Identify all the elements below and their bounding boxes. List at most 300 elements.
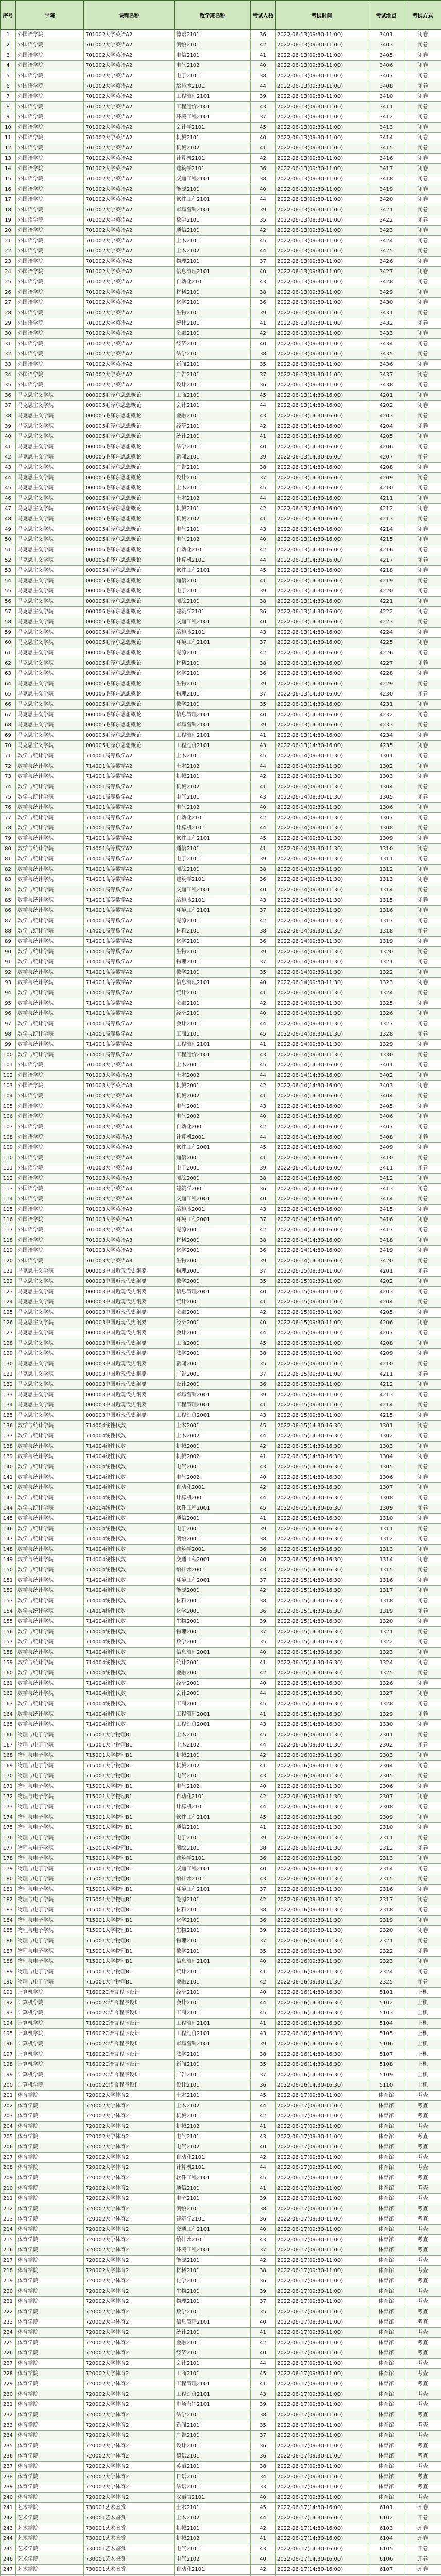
cell-count: 38 [251, 926, 276, 937]
cell-mode: 考查 [404, 2307, 441, 2317]
cell-college: 外国语学院 [16, 1194, 84, 1205]
cell-college: 数学与统计学院 [16, 947, 84, 957]
cell-mode: 闭卷 [404, 246, 441, 257]
cell-course: 000003中国近现代史纲要 [84, 1400, 175, 1411]
table-row [1, 2389, 441, 2400]
cell-course: 714001高等数学A2 [84, 998, 175, 1009]
cell-time: 2022-06-14(09:30-11:30) [276, 834, 368, 844]
cell-no: 119 [1, 1246, 16, 1256]
cell-no: 246 [1, 2554, 16, 2565]
cell-no: 30 [1, 329, 16, 339]
cell-mode: 开卷 [404, 2513, 441, 2523]
cell-no: 75 [1, 792, 16, 803]
cell-count: 42 [251, 154, 276, 164]
cell-count: 36 [251, 875, 276, 885]
cell-class: 工程管理2101 [175, 2019, 251, 2029]
cell-count: 41 [251, 432, 276, 442]
cell-mode: 闭卷 [404, 401, 441, 411]
cell-time: 2022-06-13(09:30-11:00) [276, 339, 368, 349]
cell-mode: 闭卷 [404, 195, 441, 205]
cell-no: 177 [1, 1843, 16, 1854]
cell-class: 机械2102 [175, 1761, 251, 1771]
cell-room: 3419 [368, 1246, 404, 1256]
cell-time: 2022-06-16(09:30-11:30) [276, 1823, 368, 1833]
table-row [1, 1029, 441, 1040]
cell-mode: 闭卷 [404, 895, 441, 906]
cell-college: 数学与统计学院 [16, 1019, 84, 1029]
cell-course: 714004线性代数 [84, 1493, 175, 1503]
cell-count: 36 [251, 607, 276, 617]
cell-no: 11 [1, 133, 16, 143]
cell-room: 1302 [368, 761, 404, 772]
cell-course: 701003大学英语A3 [84, 1060, 175, 1071]
cell-time: 2022-06-14(09:30-11:30) [276, 823, 368, 834]
table-row [1, 1091, 441, 1101]
cell-no: 182 [1, 1895, 16, 1905]
cell-time: 2022-06-13(09:30-11:00) [276, 277, 368, 287]
cell-no: 164 [1, 1709, 16, 1720]
cell-course: 000005毛泽东思想概论 [84, 401, 175, 411]
cell-mode: 闭卷 [404, 298, 441, 308]
cell-room: 1304 [368, 1452, 404, 1462]
cell-mode: 闭卷 [404, 535, 441, 545]
table-row [1, 1926, 441, 1936]
cell-room: 3437 [368, 370, 404, 380]
cell-count: 36 [251, 30, 276, 40]
cell-no: 6 [1, 81, 16, 92]
cell-no: 194 [1, 2019, 16, 2029]
cell-mode: 闭卷 [404, 339, 441, 349]
cell-course: 720002大学体育2 [84, 2256, 175, 2266]
cell-class: 经济2001 [175, 1318, 251, 1328]
header-college: 学院 [16, 1, 84, 30]
cell-count: 35 [251, 1359, 276, 1369]
cell-room: 5109 [368, 2070, 404, 2080]
cell-no: 187 [1, 1946, 16, 1957]
cell-college: 马克思主义学院 [16, 710, 84, 720]
table-row [1, 1802, 441, 1812]
cell-college: 外国语学院 [16, 143, 84, 154]
table-row [1, 102, 441, 112]
cell-room: 3403 [368, 1081, 404, 1091]
cell-no: 61 [1, 648, 16, 658]
cell-time: 2022-06-15(09:30-11:00) [276, 1266, 368, 1277]
cell-time: 2022-06-14(09:30-11:30) [276, 813, 368, 823]
cell-course: 000005毛泽东思想概论 [84, 617, 175, 628]
table-row [1, 906, 441, 916]
cell-count: 35 [251, 1277, 276, 1287]
table-row [1, 1761, 441, 1771]
cell-no: 31 [1, 339, 16, 349]
cell-mode: 闭卷 [404, 329, 441, 339]
cell-mode: 闭卷 [404, 1442, 441, 1452]
cell-mode: 考查 [404, 2348, 441, 2359]
cell-class: 工商2001 [175, 1338, 251, 1349]
cell-time: 2022-06-17(09:30-11:00) [276, 2183, 368, 2194]
table-row [1, 2307, 441, 2317]
cell-college: 计算机学院 [16, 2049, 84, 2060]
cell-class: 测绘2101 [175, 1843, 251, 1854]
cell-room: 1314 [368, 1555, 404, 1565]
cell-room: 4222 [368, 607, 404, 617]
cell-room: 1303 [368, 1442, 404, 1452]
cell-time: 2022-06-13(14:30-16:00) [276, 504, 368, 514]
cell-room: 3435 [368, 349, 404, 360]
cell-count: 45 [251, 1421, 276, 1431]
cell-class: 自动化2001 [175, 1483, 251, 1493]
cell-course: 715001大学物理B1 [84, 1740, 175, 1751]
cell-mode: 闭卷 [404, 1699, 441, 1709]
table-row [1, 1143, 441, 1153]
table-row [1, 514, 441, 524]
cell-count: 40 [251, 1287, 276, 1297]
cell-class: 新闻2101 [175, 2060, 251, 2070]
table-row [1, 112, 441, 123]
cell-room: 体育馆 [368, 2214, 404, 2225]
cell-count: 35 [251, 1637, 276, 1648]
cell-count: 40 [251, 1648, 276, 1658]
cell-no: 150 [1, 1565, 16, 1575]
cell-room: 4215 [368, 1411, 404, 1421]
cell-time: 2022-06-13(14:30-16:00) [276, 607, 368, 617]
cell-count: 41 [251, 318, 276, 329]
cell-class: 电子2001 [175, 1524, 251, 1534]
cell-class: 测绘2101 [175, 865, 251, 875]
cell-course: 730001艺术鉴赏 [84, 2554, 175, 2565]
cell-count: 42 [251, 1122, 276, 1132]
cell-time: 2022-06-16(09:30-11:30) [276, 1967, 368, 1977]
cell-college: 物理与电子学院 [16, 1751, 84, 1761]
cell-no: 178 [1, 1854, 16, 1864]
cell-room: 3402 [368, 1071, 404, 1081]
cell-course: 720002大学体育2 [84, 2493, 175, 2503]
cell-time: 2022-06-17(09:30-11:00) [276, 2462, 368, 2472]
cell-mode: 闭卷 [404, 1390, 441, 1400]
cell-time: 2022-06-17(09:30-11:00) [276, 2328, 368, 2338]
cell-no: 91 [1, 957, 16, 968]
table-row [1, 1833, 441, 1843]
cell-room: 3416 [368, 154, 404, 164]
cell-mode: 闭卷 [404, 102, 441, 112]
cell-room: 1326 [368, 1009, 404, 1019]
table-row [1, 1246, 441, 1256]
cell-course: 000003中国近现代史纲要 [84, 1338, 175, 1349]
cell-mode: 闭卷 [404, 782, 441, 792]
cell-class: 会计2001 [175, 1328, 251, 1338]
cell-time: 2022-06-13(14:30-16:00) [276, 555, 368, 566]
cell-time: 2022-06-17(09:30-11:00) [276, 2142, 368, 2153]
table-row [1, 1648, 441, 1658]
cell-class: 自动化2101 [175, 545, 251, 555]
cell-room: 2302 [368, 1740, 404, 1751]
cell-count: 43 [251, 2235, 276, 2245]
cell-college: 马克思主义学院 [16, 535, 84, 545]
cell-mode: 闭卷 [404, 1050, 441, 1060]
cell-count: 40 [251, 978, 276, 988]
cell-no: 163 [1, 1699, 16, 1709]
cell-count: 38 [251, 2266, 276, 2276]
cell-mode: 开卷 [404, 2565, 441, 2575]
cell-room: 1321 [368, 957, 404, 968]
cell-time: 2022-06-15(14:30-16:30) [276, 1575, 368, 1586]
cell-college: 马克思主义学院 [16, 463, 84, 473]
cell-room: 1313 [368, 875, 404, 885]
cell-room: 4202 [368, 401, 404, 411]
cell-no: 1 [1, 30, 16, 40]
cell-count: 44 [251, 1689, 276, 1699]
cell-mode: 闭卷 [404, 92, 441, 102]
cell-room: 1319 [368, 937, 404, 947]
cell-no: 139 [1, 1452, 16, 1462]
table-row [1, 411, 441, 421]
cell-no: 238 [1, 2472, 16, 2482]
cell-college: 马克思主义学院 [16, 442, 84, 452]
cell-count: 37 [251, 957, 276, 968]
cell-no: 96 [1, 1009, 16, 1019]
cell-class: 电气2001 [175, 1101, 251, 1112]
cell-count: 43 [251, 1565, 276, 1575]
cell-no: 101 [1, 1060, 16, 1071]
cell-no: 205 [1, 2132, 16, 2142]
cell-room: 1308 [368, 823, 404, 834]
cell-time: 2022-06-14(14:30-16:00) [276, 1081, 368, 1091]
cell-count: 45 [251, 1143, 276, 1153]
cell-no: 117 [1, 1225, 16, 1235]
cell-room: 4224 [368, 628, 404, 638]
cell-college: 数学与统计学院 [16, 1545, 84, 1555]
cell-mode: 闭卷 [404, 1400, 441, 1411]
cell-time: 2022-06-13(09:30-11:00) [276, 226, 368, 236]
cell-college: 数学与统计学院 [16, 1575, 84, 1586]
cell-no: 43 [1, 463, 16, 473]
cell-college: 物理与电子学院 [16, 1833, 84, 1843]
cell-time: 2022-06-13(09:30-11:00) [276, 40, 368, 50]
cell-time: 2022-06-16(09:30-11:30) [276, 1792, 368, 1802]
cell-college: 数学与统计学院 [16, 1050, 84, 1060]
cell-college: 体育学院 [16, 2111, 84, 2122]
cell-no: 242 [1, 2513, 16, 2523]
cell-course: 730001艺术鉴赏 [84, 2565, 175, 2575]
cell-room: 6105 [368, 2544, 404, 2554]
cell-room: 1329 [368, 1709, 404, 1720]
cell-count: 39 [251, 947, 276, 957]
cell-count: 42 [251, 329, 276, 339]
cell-college: 数学与统计学院 [16, 751, 84, 761]
table-row [1, 1163, 441, 1174]
cell-class: 统计2001 [175, 1297, 251, 1308]
cell-mode: 闭卷 [404, 1318, 441, 1328]
cell-class: 电气2102 [175, 61, 251, 71]
cell-college: 马克思主义学院 [16, 720, 84, 731]
cell-count: 41 [251, 1091, 276, 1101]
cell-no: 232 [1, 2410, 16, 2420]
table-row [1, 421, 441, 432]
cell-time: 2022-06-17(09:30-11:00) [276, 2317, 368, 2328]
cell-mode: 闭卷 [404, 1184, 441, 1194]
cell-college: 马克思主义学院 [16, 1328, 84, 1338]
table-row [1, 1112, 441, 1122]
cell-time: 2022-06-16(14:30-16:30) [276, 2039, 368, 2049]
cell-no: 244 [1, 2534, 16, 2544]
cell-class: 土木2001 [175, 1421, 251, 1431]
cell-count: 34 [251, 2472, 276, 2482]
cell-mode: 闭卷 [404, 1895, 441, 1905]
cell-room: 3418 [368, 174, 404, 184]
cell-course: 701002大学英语A2 [84, 30, 175, 40]
cell-count: 45 [251, 1338, 276, 1349]
cell-course: 000005毛泽东思想概论 [84, 689, 175, 700]
cell-class: 物理2101 [175, 957, 251, 968]
cell-room: 体育馆 [368, 2153, 404, 2163]
cell-count: 41 [251, 1153, 276, 1163]
cell-time: 2022-06-14(09:30-11:30) [276, 1019, 368, 1029]
cell-time: 2022-06-16(09:30-11:30) [276, 1874, 368, 1885]
table-row [1, 679, 441, 689]
cell-college: 体育学院 [16, 2266, 84, 2276]
cell-time: 2022-06-17(09:30-11:00) [276, 2173, 368, 2183]
cell-mode: 闭卷 [404, 133, 441, 143]
cell-time: 2022-06-17(09:30-11:00) [276, 2091, 368, 2101]
cell-class: 市场营销2101 [175, 2039, 251, 2049]
cell-mode: 闭卷 [404, 555, 441, 566]
table-row [1, 1699, 441, 1709]
cell-mode: 闭卷 [404, 1874, 441, 1885]
cell-course: 000005毛泽东思想概论 [84, 658, 175, 669]
cell-course: 000005毛泽东思想概论 [84, 648, 175, 658]
cell-no: 158 [1, 1648, 16, 1658]
cell-room: 3411 [368, 1163, 404, 1174]
cell-no: 89 [1, 937, 16, 947]
cell-college: 马克思主义学院 [16, 1277, 84, 1287]
table-row [1, 1617, 441, 1627]
cell-mode: 考查 [404, 2400, 441, 2410]
cell-room: 体育馆 [368, 2482, 404, 2493]
cell-count: 43 [251, 2389, 276, 2400]
cell-no: 146 [1, 1524, 16, 1534]
cell-no: 233 [1, 2420, 16, 2431]
cell-time: 2022-06-14(14:30-16:00) [276, 1205, 368, 1215]
cell-mode: 开卷 [404, 2523, 441, 2534]
cell-room: 1317 [368, 916, 404, 926]
cell-time: 2022-06-13(14:30-16:00) [276, 535, 368, 545]
cell-count: 38 [251, 1235, 276, 1246]
cell-class: 法学2001 [175, 1349, 251, 1359]
cell-no: 49 [1, 524, 16, 535]
cell-time: 2022-06-14(09:30-11:30) [276, 998, 368, 1009]
cell-time: 2022-06-16(14:30-16:30) [276, 1998, 368, 2008]
cell-course: 000003中国近现代史纲要 [84, 1359, 175, 1369]
table-row [1, 2194, 441, 2204]
cell-mode: 闭卷 [404, 617, 441, 628]
table-row [1, 1174, 441, 1184]
cell-room: 3417 [368, 1225, 404, 1235]
cell-college: 体育学院 [16, 2091, 84, 2101]
table-row [1, 2060, 441, 2070]
cell-time: 2022-06-17(09:30-11:00) [276, 2379, 368, 2389]
cell-time: 2022-06-16(09:30-11:30) [276, 1843, 368, 1854]
cell-college: 外国语学院 [16, 1246, 84, 1256]
cell-class: 建筑学2101 [175, 607, 251, 617]
cell-mode: 上机 [404, 2039, 441, 2049]
cell-time: 2022-06-13(14:30-16:00) [276, 617, 368, 628]
cell-room: 体育馆 [368, 2183, 404, 2194]
cell-mode: 闭卷 [404, 1266, 441, 1277]
cell-count: 40 [251, 2493, 276, 2503]
cell-room: 1324 [368, 1658, 404, 1668]
cell-course: 720002大学体育2 [84, 2400, 175, 2410]
table-row [1, 978, 441, 988]
table-row [1, 1503, 441, 1514]
cell-college: 数学与统计学院 [16, 1586, 84, 1596]
table-row [1, 2338, 441, 2348]
cell-college: 外国语学院 [16, 164, 84, 174]
cell-room: 1306 [368, 1472, 404, 1483]
cell-mode: 闭卷 [404, 1205, 441, 1215]
cell-mode: 闭卷 [404, 1833, 441, 1843]
cell-no: 44 [1, 473, 16, 483]
cell-no: 160 [1, 1668, 16, 1679]
cell-no: 157 [1, 1637, 16, 1648]
cell-college: 数学与统计学院 [16, 978, 84, 988]
cell-room: 2308 [368, 1802, 404, 1812]
cell-time: 2022-06-15(14:30-16:30) [276, 1534, 368, 1545]
cell-count: 40 [251, 617, 276, 628]
cell-course: 714001高等数学A2 [84, 813, 175, 823]
cell-course: 000005毛泽东思想概论 [84, 535, 175, 545]
cell-time: 2022-06-13(09:30-11:00) [276, 370, 368, 380]
table-row [1, 2328, 441, 2338]
cell-class: 生物2101 [175, 947, 251, 957]
cell-room: 体育馆 [368, 2451, 404, 2462]
cell-course: 720002大学体育2 [84, 2389, 175, 2400]
table-row [1, 1967, 441, 1977]
cell-count: 39 [251, 1256, 276, 1266]
cell-mode: 闭卷 [404, 906, 441, 916]
cell-room: 3409 [368, 1143, 404, 1153]
cell-no: 151 [1, 1575, 16, 1586]
table-row [1, 339, 441, 349]
cell-college: 外国语学院 [16, 112, 84, 123]
cell-count: 40 [251, 61, 276, 71]
table-row [1, 2070, 441, 2080]
cell-time: 2022-06-13(14:30-16:00) [276, 710, 368, 720]
cell-college: 马克思主义学院 [16, 401, 84, 411]
cell-no: 173 [1, 1802, 16, 1812]
cell-college: 马克思主义学院 [16, 700, 84, 710]
cell-college: 马克思主义学院 [16, 1411, 84, 1421]
cell-college: 数学与统计学院 [16, 885, 84, 895]
cell-count: 42 [251, 813, 276, 823]
cell-course: 720002大学体育2 [84, 2132, 175, 2142]
cell-count: 35 [251, 1946, 276, 1957]
cell-college: 体育学院 [16, 2431, 84, 2441]
cell-college: 马克思主义学院 [16, 576, 84, 586]
table-row [1, 1297, 441, 1308]
cell-mode: 考查 [404, 2286, 441, 2297]
cell-class: 信息管理2101 [175, 267, 251, 277]
cell-time: 2022-06-17(14:30-16:00) [276, 2544, 368, 2554]
cell-room: 3412 [368, 112, 404, 123]
cell-room: 4207 [368, 1328, 404, 1338]
cell-no: 114 [1, 1194, 16, 1205]
cell-time: 2022-06-17(09:30-11:00) [276, 2204, 368, 2214]
cell-class: 新闻2001 [175, 1359, 251, 1369]
cell-count: 43 [251, 741, 276, 751]
cell-room: 2325 [368, 1977, 404, 1988]
cell-course: 701003大学英语A3 [84, 1256, 175, 1266]
cell-time: 2022-06-15(09:30-11:00) [276, 1297, 368, 1308]
cell-no: 171 [1, 1782, 16, 1792]
